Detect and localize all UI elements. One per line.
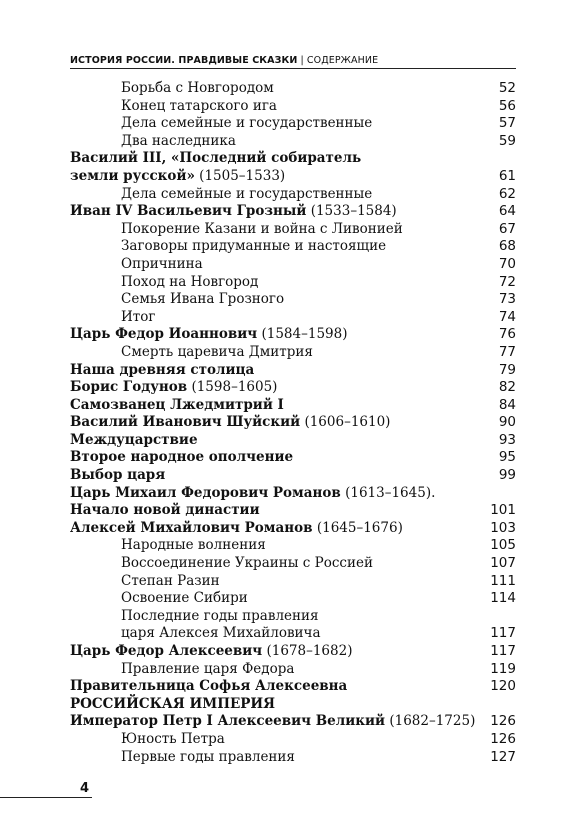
toc-entry-sub [70, 608, 516, 626]
toc-entry-sub [70, 186, 516, 204]
toc-entry-title [70, 432, 198, 448]
toc-entry-dates: (1533–1584) [306, 203, 397, 220]
toc-entry-dates: (1682–1725) [385, 713, 476, 730]
toc-entry-page: 57 [498, 115, 516, 132]
toc-entry-page: 70 [498, 255, 516, 272]
toc-entry-sub [70, 291, 516, 309]
toc-entry-title [70, 379, 277, 395]
toc-entry-page: 90 [498, 414, 516, 431]
toc-entry-page: 77 [498, 343, 516, 360]
toc-entry-sub [70, 256, 516, 274]
toc-entry-main [70, 379, 516, 397]
toc-entry-text: Итог [121, 308, 156, 325]
toc-entry-title [70, 678, 347, 694]
toc-entry-dates: (1598–1605) [187, 379, 278, 396]
toc-entry-page: 101 [490, 502, 516, 519]
toc-entry-main [70, 203, 516, 221]
toc-entry-main [70, 467, 516, 485]
toc-entry-main [70, 449, 516, 467]
toc-entry-text: Междуцарствие [70, 431, 198, 448]
toc-entry-main [70, 502, 516, 520]
toc-entry-text: Дела семейные и государственные [121, 115, 373, 132]
toc-entry-dates: (1584–1598) [257, 326, 348, 343]
toc-entry-sub [70, 537, 516, 555]
toc-entry-sub [70, 731, 516, 749]
toc-entry-page: 76 [498, 326, 516, 343]
toc-entry-text: Юность Петра [121, 730, 225, 747]
toc-entry-sub [70, 555, 516, 573]
toc-entry-main [70, 520, 516, 538]
toc-entry-page: 93 [498, 431, 516, 448]
toc-entry-page: 59 [498, 132, 516, 149]
toc-entry-title [70, 590, 248, 606]
toc-entry-page: 73 [498, 291, 516, 308]
toc-entry-title [70, 449, 293, 465]
toc-entry-dates: (1613–1645). [340, 484, 436, 501]
toc-entry-page: 117 [490, 625, 516, 642]
toc-entry-page: 126 [490, 713, 516, 730]
toc-entry-page: 103 [490, 519, 516, 536]
toc-entry-text: Степан Разин [121, 572, 220, 589]
toc-entry-title [70, 344, 313, 360]
toc-entry-text: Выбор царя [70, 467, 166, 484]
toc-entry-title [70, 186, 372, 202]
toc-entry-text: Наша древняя столица [70, 361, 255, 378]
toc-entry-title [70, 115, 372, 131]
toc-entry-title [70, 643, 352, 659]
toc-entry-page: 56 [498, 97, 516, 114]
toc-entry-text: Последние годы правления [121, 607, 319, 624]
toc-entry-text: Народные волнения [121, 537, 266, 554]
running-header [70, 55, 516, 69]
toc-entry-page: 120 [490, 678, 516, 695]
toc-entry-sub [70, 80, 516, 98]
toc-entry-sub [70, 625, 516, 643]
toc-entry-title [70, 397, 284, 413]
toc-entry-text: Царь Федор Алексеевич [70, 643, 263, 659]
toc-entry-text: Алексей Михайлович Романов [70, 519, 313, 536]
toc-entry-title [70, 98, 277, 114]
toc-entry-text: Царь Федор Иоаннович [70, 326, 258, 343]
toc-entry-page: 74 [498, 308, 516, 325]
toc-entry-title [70, 168, 285, 184]
toc-entry-title [70, 485, 435, 501]
toc-entry-text: Самозванец Лжедмитрий I [70, 396, 284, 413]
toc-entry-main [70, 326, 516, 344]
toc-entry-main [70, 432, 516, 450]
footer-rule [0, 797, 92, 798]
toc-entry-text: Дела семейные и государственные [121, 185, 373, 202]
toc-entry-page: 95 [498, 449, 516, 466]
toc-entry-title [70, 625, 321, 641]
toc-entry-text: Иван IV Васильевич Грозный [70, 203, 307, 220]
toc-entry-text: Первые годы правления [121, 748, 295, 765]
toc-entry-sub [70, 274, 516, 292]
toc-entry-main [70, 150, 516, 168]
toc-entry-page: 61 [498, 167, 516, 184]
toc-entry-sub [70, 590, 516, 608]
toc-entry-text: Покорение Казани и война с Ливонией [121, 220, 403, 237]
toc-entry-text: Начало новой династии [70, 502, 260, 519]
toc-entry-dates: (1606–1610) [300, 414, 391, 431]
toc-entry-dates: (1645–1676) [312, 519, 403, 536]
toc-entry-text: Василий III, «Последний собиратель [70, 150, 362, 167]
toc-entry-title [70, 608, 319, 624]
toc-entry-page: 52 [498, 80, 516, 96]
toc-entry-title [70, 661, 294, 677]
toc-entry-sub [70, 98, 516, 116]
toc-entry-page: 111 [490, 572, 516, 589]
toc-entry-page: 105 [490, 537, 516, 554]
toc-entry-text: РОССИЙСКАЯ ИМПЕРИЯ [70, 695, 276, 712]
toc-entry-page: 82 [498, 379, 516, 396]
header-separator: | [297, 55, 307, 66]
toc-entry-page: 99 [498, 467, 516, 484]
toc-entry-page: 127 [490, 748, 516, 765]
toc-entry-main [70, 362, 516, 380]
toc-entry-title [70, 274, 258, 290]
toc-entry-text: Смерть царевича Дмитрия [121, 343, 313, 360]
toc-entry-sub [70, 238, 516, 256]
toc-entry-title [70, 221, 403, 237]
toc-entry-sub [70, 221, 516, 239]
section-title: СОДЕРЖАНИЕ [306, 55, 379, 66]
toc-entry-text: Семья Ивана Грозного [121, 291, 285, 308]
toc-entry-text: Два наследника [121, 132, 236, 149]
toc-entry-title [70, 414, 390, 430]
toc-entry-text: Борис Годунов [70, 379, 188, 396]
toc-entry-page: 62 [498, 185, 516, 202]
toc-entry-title [70, 713, 475, 729]
toc-entry-title [70, 573, 220, 589]
toc-entry-sub [70, 115, 516, 133]
toc-entry-text: Конец татарского ига [121, 97, 277, 114]
toc-entry-sub [70, 309, 516, 327]
toc-entry-title [70, 537, 266, 553]
toc-entry-title [70, 133, 236, 149]
toc-entry-sub [70, 133, 516, 151]
toc-entry-text: Воссоединение Украины с Россией [121, 555, 373, 572]
toc-entry-page: 107 [490, 555, 516, 572]
toc-entry-title [70, 502, 260, 518]
toc-entry-sub [70, 749, 516, 767]
toc-entry-text: Император Петр I Алексеевич Великий [70, 713, 386, 730]
toc-entry-main [70, 414, 516, 432]
toc-entry-title [70, 555, 373, 571]
toc-entry-text: Заговоры придуманные и настоящие [121, 238, 387, 255]
toc-entry-dates: (1678–1682) [262, 643, 353, 659]
toc-entry-dates: (1505–1533) [194, 167, 286, 184]
toc-entry-text: Василий Иванович Шуйский [70, 414, 301, 431]
toc-entry-title [70, 326, 347, 342]
toc-entry-page: 119 [490, 660, 516, 677]
toc-entry-text: Царь Михаил Федорович Романов [70, 484, 341, 501]
toc-entry-text: Поход на Новгород [121, 273, 259, 290]
toc-entry-text: Правление царя Федора [121, 660, 295, 677]
toc-entry-main [70, 678, 516, 696]
toc-entry-sub [70, 661, 516, 679]
toc-entry-title [70, 291, 284, 307]
toc-entry-text: царя Алексея Михайловича [121, 625, 321, 642]
toc-entry-page: 67 [498, 220, 516, 237]
toc-entry-text: Правительница Софья Алексеевна [70, 678, 348, 695]
toc-entry-title [70, 238, 386, 254]
toc-entry-title [70, 80, 274, 96]
toc-entry-title [70, 150, 361, 166]
toc-entry-text: Второе народное ополчение [70, 449, 294, 466]
toc-entry-title [70, 203, 397, 219]
toc-entry-main [70, 397, 516, 415]
toc-entry-main [70, 643, 516, 661]
toc-entry-main [70, 696, 516, 714]
toc-entry-page: 126 [490, 730, 516, 747]
toc-entry-title [70, 696, 275, 712]
toc-entry-sub [70, 573, 516, 591]
toc-entry-text: земли русской» [70, 167, 195, 184]
toc-entry-sub [70, 344, 516, 362]
toc-entry-text: Опричнина [121, 255, 203, 272]
toc-entry-title [70, 520, 403, 536]
toc-entry-text: Освоение Сибири [121, 590, 248, 607]
toc-entry-page: 117 [490, 643, 516, 659]
toc-entry-main [70, 168, 516, 186]
toc-entry-page: 114 [490, 590, 516, 607]
toc-entry-text: Борьба с Новгородом [121, 80, 274, 96]
table-of-contents [70, 80, 516, 766]
toc-entry-main [70, 713, 516, 731]
toc-entry-page: 79 [498, 361, 516, 378]
toc-entry-title [70, 309, 155, 325]
toc-entry-title [70, 256, 203, 272]
toc-entry-page: 72 [498, 273, 516, 290]
toc-entry-main [70, 485, 516, 503]
toc-entry-title [70, 467, 165, 483]
book-title: ИСТОРИЯ РОССИИ. ПРАВДИВЫЕ СКАЗКИ [70, 55, 298, 66]
toc-entry-page: 68 [498, 238, 516, 255]
toc-entry-page: 64 [498, 203, 516, 220]
toc-entry-title [70, 731, 225, 747]
toc-entry-page: 84 [498, 396, 516, 413]
toc-entry-title [70, 749, 295, 765]
toc-entry-title [70, 362, 254, 378]
page-number: 4 [80, 781, 90, 796]
